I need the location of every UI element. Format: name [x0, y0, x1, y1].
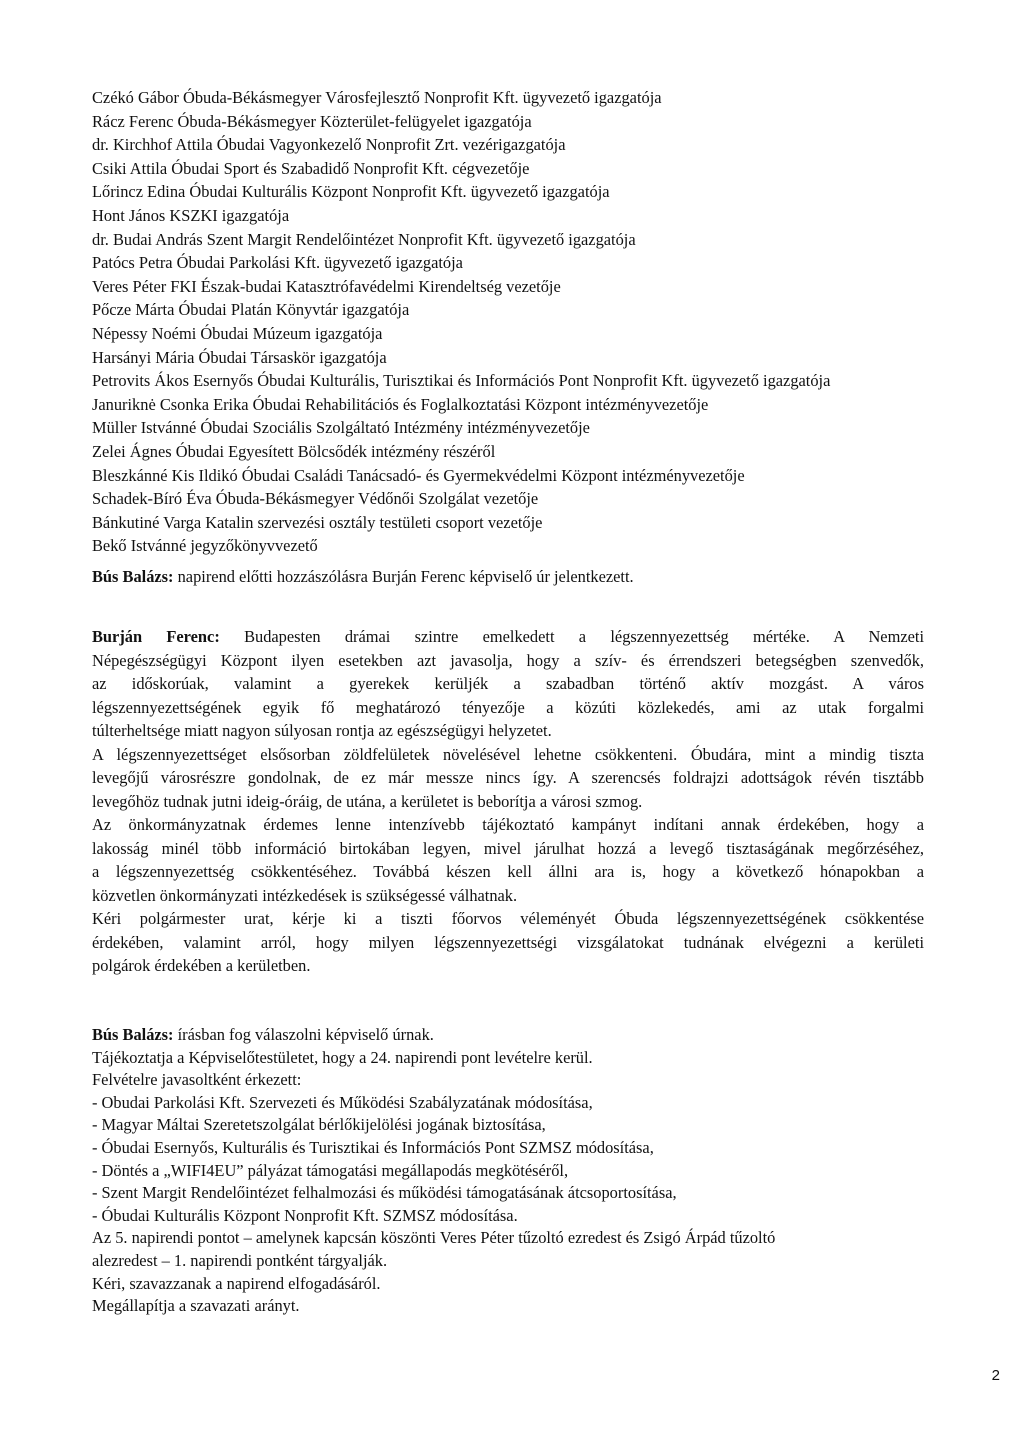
attendee-line: Patócs Petra Óbudai Parkolási Kft. ügyvezető igazgatója	[92, 253, 463, 273]
speech-line: Népegészségügyi Központ ilyen esetekben azt javasolja, hogy a szív- és érrendszeri betegségben szenvedők,	[92, 650, 924, 670]
page-number: 2	[991, 1367, 1000, 1384]
attendee-line: dr. Budai András Szent Margit Rendelőintézet Nonprofit Kft. ügyvezető igazgatója	[92, 229, 636, 249]
attendee-line: Csiki Attila Óbudai Sport és Szabadidő Nonprofit Kft. cégvezetője	[92, 158, 530, 178]
speech-line: lakosság minél több információ birtokában legyen, mivel járulhat hozzá a levegő tisztaságának megőrzéséhez,	[92, 838, 924, 858]
speaker-name: Bús Balázs:	[92, 1025, 174, 1044]
attendee-line: Petrovits Ákos Esernyős Óbudai Kulturális, Turisztikai és Információs Pont Nonprofit Kft. ügyvezető igazgatója	[92, 371, 831, 391]
speech-line: A légszennyezettséget elsősorban zöldfelületek növelésével lehetne csökkenteni. Óbudára, mint a mindig tiszta	[92, 744, 924, 764]
attendee-line: Harsányi Mária Óbudai Társaskör igazgatója	[92, 347, 387, 367]
speech-line: légszennyezettségének egyik fő meghatározó tényezője a közúti közlekedés, ami az utak forgalmi	[92, 697, 924, 717]
attendee-line: Hont János KSZKI igazgatója	[92, 205, 290, 225]
agenda-line: Felvételre javasoltként érkezett:	[92, 1070, 302, 1090]
attendee-line: Bánkutiné Varga Katalin szervezési osztály testületi csoport vezetője	[92, 512, 543, 532]
announcement-line	[92, 566, 924, 589]
speech-burjan	[92, 625, 924, 978]
attendee-list	[92, 86, 972, 558]
speaker-name: Bús Balázs:	[92, 567, 174, 586]
attendee-line: Rácz Ferenc Óbuda-Békásmegyer Közterület-felügyelet igazgatója	[92, 111, 532, 131]
speech-line: túlterheltsége miatt nagyon súlyosan rontja az egészségügyi helyzetet.	[92, 721, 552, 740]
agenda-list-item: - Obudai Parkolási Kft. Szervezeti és Működési Szabályzatának módosítása,	[92, 1092, 593, 1112]
speech-paragraph	[92, 625, 924, 978]
attendee-line: Bekő Istvánné jegyzőkönyvvezető	[92, 536, 318, 556]
speech-line: levegőhöz tudnak jutni ideig-óráig, de utána, a kerületet is beborítja a városi szmog.	[92, 791, 643, 811]
agenda-line: alezredest – 1. napirendi pontként tárgyalják.	[92, 1250, 388, 1270]
attendee-line: Czékó Gábor Óbuda-Békásmegyer Városfejlesztő Nonprofit Kft. ügyvezető igazgatója	[92, 88, 662, 107]
speech-line: Kéri polgármester urat, kérje ki a tiszti főorvos véleményét Óbuda légszennyezettségének csökkentése	[92, 909, 924, 928]
agenda-list-item: - Szent Margit Rendelőintézet felhalmozási és működési támogatásának átcsoportosítása,	[92, 1183, 677, 1203]
chair-agenda	[92, 1024, 924, 1318]
agenda-list-item: - Óbudai Esernyős, Kulturális és Turisztikai és Információs Pont SZMSZ módosítása,	[92, 1137, 654, 1157]
speech-line: polgárok érdekében a kerületben.	[92, 956, 311, 975]
attendee-line: Veres Péter FKI Észak-budai Katasztrófavédelmi Kirendeltség vezetője	[92, 276, 561, 296]
attendee-line: Pőcze Márta Óbudai Platán Könyvtár igazgatója	[92, 300, 410, 320]
attendee-line: Népessy Noémi Óbudai Múzeum igazgatója	[92, 323, 383, 343]
agenda-line: Kéri, szavazzanak a napirend elfogadásáról.	[92, 1273, 381, 1293]
agenda-line: Bús Balázs: írásban fog válaszolni képviselő úrnak.	[92, 1025, 434, 1044]
attendee-line: Zelei Ágnes Óbudai Egyesített Bölcsődék intézmény részéről	[92, 441, 496, 461]
attendee-line: dr. Kirchhof Attila Óbudai Vagyonkezelő Nonprofit Zrt. vezérigazgatója	[92, 135, 566, 155]
speech-line: Burján Ferenc: Budapesten drámai szintre emelkedett a légszennyezettség mértéke. A Nemzeti	[92, 627, 924, 646]
speech-line: a légszennyezettség csökkentéséhez. Továbbá készen kell állni ara is, hogy a következő hónapokban a	[92, 862, 924, 881]
chair-announcement	[92, 566, 924, 589]
speaker-name: Burján Ferenc:	[92, 627, 220, 646]
attendee-line: Januriknė Csonka Erika Óbudai Rehabilitációs és Foglalkoztatási Központ intézményvezetője	[92, 394, 709, 414]
attendee-line: Bleszkánné Kis Ildikó Óbudai Családi Tanácsadó- és Gyermekvédelmi Központ intézményvezetője	[92, 465, 745, 485]
announcement-text: napirend előtti hozzászólásra Burján Ferenc képviselő úr jelentkezett.	[173, 567, 634, 586]
agenda-list-item: - Döntés a „WIFI4EU” pályázat támogatási megállapodás megkötéséről,	[92, 1160, 569, 1180]
agenda-line: Megállapítja a szavazati arányt.	[92, 1296, 300, 1316]
attendee-line: Schadek-Bíró Éva Óbuda-Békásmegyer Védőnői Szolgálat vezetője	[92, 489, 539, 509]
attendee-line: Lőrincz Edina Óbudai Kulturális Központ Nonprofit Kft. ügyvezető igazgatója	[92, 182, 610, 202]
speech-line: érdekében, valamint arról, hogy milyen légszennyezettségi vizsgálatokat tudnának elvégezni a kerületi	[92, 932, 924, 952]
speech-line: az időskorúak, valamint a gyerekek kerüljék a szabadban történő aktív mozgást. A város	[92, 674, 924, 693]
agenda-list-item: - Magyar Máltai Szeretetszolgálat bérlőkijelölési jogának biztosítása,	[92, 1115, 546, 1135]
speech-line: Az önkormányzatnak érdemes lenne intenzívebb tájékoztató kampányt indítani annak érdekében, hogy a	[92, 815, 924, 834]
agenda-list-item: - Óbudai Kulturális Központ Nonprofit Kft. SZMSZ módosítása.	[92, 1205, 518, 1225]
attendee-line: Müller Istvánné Óbudai Szociális Szolgáltató Intézmény intézményvezetője	[92, 418, 590, 438]
agenda-line: Tájékoztatja a Képviselőtestületet, hogy a 24. napirendi pont levételre kerül.	[92, 1047, 593, 1067]
speech-line: levegőjű városrészre gondolnak, de ez már messze nincs így. A szerencsés foldrajzi adottságok révén tisztább	[92, 768, 924, 787]
agenda-line: Az 5. napirendi pontot – amelynek kapcsán köszönti Veres Péter tűzoltó ezredest és Zsigó Árpád tűzoltó	[92, 1228, 776, 1248]
speech-line: közvetlen önkormányzati intézkedések is szükségessé válhatnak.	[92, 885, 518, 905]
